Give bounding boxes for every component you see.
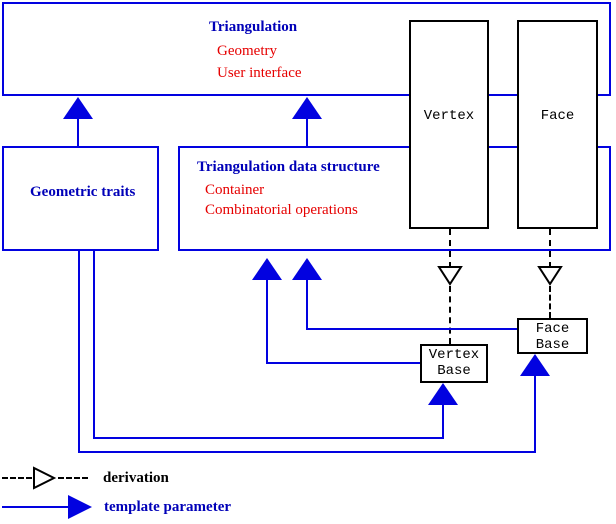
template-arrow-vertexbase-to-tds-horizontal [266, 362, 420, 364]
template-arrow-traits-to-facebase-stem [534, 373, 536, 453]
template-arrow-traits-to-vertexbase-horizontal [93, 437, 444, 439]
triangulation-box-title: Triangulation [209, 19, 298, 35]
vertex-base-line2: Base [437, 363, 471, 379]
geometric-traits-title: Geometric traits [30, 184, 136, 200]
triangulation-box-item-geometry: Geometry [217, 43, 277, 59]
template-arrow-traits-to-vertexbase-icon [428, 383, 458, 405]
triangulation-box-item-user-interface: User interface [217, 65, 302, 81]
legend-derivation-dash-right [58, 477, 88, 479]
template-arrow-traits-to-vertexbase-stem [442, 402, 444, 439]
template-arrow-traits-to-facebase-horizontal [78, 451, 536, 453]
tds-item-container: Container [205, 182, 265, 198]
legend-template-line [2, 506, 68, 508]
derivation-face-dashed-upper [549, 229, 551, 268]
legend-derivation-label: derivation [103, 470, 169, 486]
vertex-box [409, 20, 489, 229]
template-arrow-vertexbase-to-tds-stem [266, 278, 268, 364]
template-arrow-tds-to-triangulation-icon [292, 97, 322, 119]
template-arrow-tds-to-triangulation-stem [306, 117, 308, 146]
face-box-label: Face [540, 108, 575, 124]
derivation-face-open-triangle-icon [537, 266, 563, 286]
legend-template-arrow-icon [68, 495, 92, 519]
vertex-box-label: Vertex [423, 108, 475, 124]
geometric-traits-box [2, 146, 159, 251]
face-box [517, 20, 598, 229]
template-arrow-vertexbase-to-tds-icon [252, 258, 282, 280]
tds-item-combinatorial-operations: Combinatorial operations [205, 202, 358, 218]
template-arrow-traits-to-triangulation-stem [77, 117, 79, 146]
vertex-base-line1: Vertex [428, 347, 480, 363]
face-base-box [517, 318, 588, 354]
face-base-line2: Base [535, 337, 570, 353]
legend-template-parameter-label: template parameter [104, 499, 232, 515]
face-base-line1: Face [535, 321, 570, 337]
vertex-base-box [420, 344, 488, 383]
template-arrow-facebase-to-tds-icon [292, 258, 322, 280]
legend-derivation-dash-left [2, 477, 32, 479]
derivation-vertex-dashed-upper [449, 229, 451, 268]
template-arrow-traits-to-facebase-icon [520, 354, 550, 376]
derivation-face-dashed-lower [549, 286, 551, 318]
legend-derivation-open-triangle-icon [32, 466, 57, 490]
template-arrow-traits-to-vertexbase-vertical [93, 251, 95, 439]
template-arrow-facebase-to-tds-horizontal [306, 328, 517, 330]
derivation-vertex-dashed-lower [449, 286, 451, 344]
template-arrow-traits-to-facebase-vertical [78, 251, 80, 453]
derivation-vertex-open-triangle-icon [437, 266, 463, 286]
template-arrow-facebase-to-tds-stem [306, 278, 308, 330]
tds-title: Triangulation data structure [197, 159, 380, 175]
template-arrow-traits-to-triangulation-icon [63, 97, 93, 119]
